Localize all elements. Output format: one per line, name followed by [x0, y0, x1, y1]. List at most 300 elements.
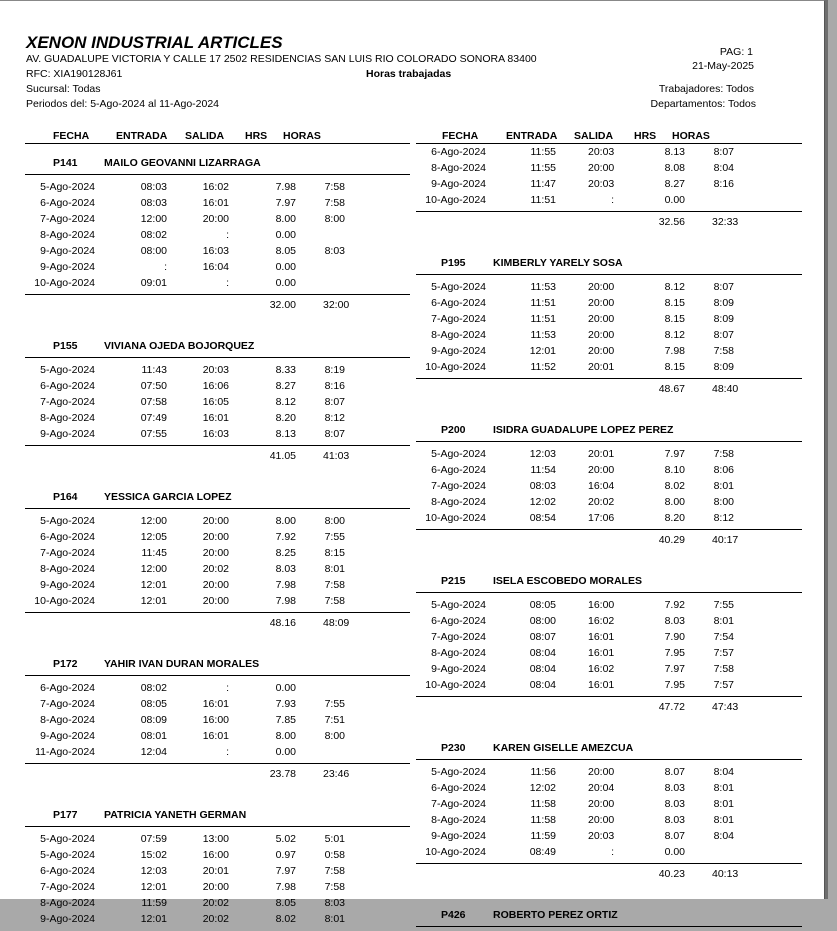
cell-fecha: 6-Ago-2024	[40, 197, 95, 209]
table-row	[416, 311, 802, 327]
cell-salida: 20:03	[202, 364, 229, 376]
cell-hrs: 7.98	[275, 595, 296, 607]
employee-name: KIMBERLY YARELY SOSA	[493, 257, 623, 269]
total-horas: 48:09	[323, 617, 350, 629]
cell-salida: 20:00	[202, 579, 229, 591]
table-row	[25, 593, 410, 609]
table-row	[416, 828, 802, 844]
cell-salida: 20:00	[202, 515, 229, 527]
cell-hrs: 8.07	[664, 766, 685, 778]
cell-horas: 8:07	[713, 329, 734, 341]
cell-hrs: 8.08	[664, 162, 685, 174]
cell-horas: 8:00	[324, 213, 345, 225]
cell-salida: 20:04	[588, 782, 615, 794]
cell-fecha: 7-Ago-2024	[40, 396, 95, 408]
col-hrs: HRS	[245, 130, 268, 142]
cell-entrada: 15:02	[140, 849, 167, 861]
cell-salida: 16:03	[202, 245, 229, 257]
section-gap	[416, 882, 802, 902]
cell-horas: 8:03	[324, 245, 345, 257]
cell-fecha: 8-Ago-2024	[40, 229, 95, 241]
employee-totals	[416, 863, 802, 882]
cell-entrada: 08:04	[529, 647, 556, 659]
table-row	[25, 879, 410, 895]
cell-horas: 8:01	[713, 615, 734, 627]
section-gap	[25, 631, 410, 651]
cell-salida: 16:03	[202, 428, 229, 440]
cell-fecha: 5-Ago-2024	[40, 364, 95, 376]
cell-salida: 20:00	[588, 814, 615, 826]
table-row	[416, 780, 802, 796]
employee-header	[416, 902, 802, 926]
table-row	[416, 327, 802, 343]
cell-horas: 8:00	[324, 515, 345, 527]
cell-horas: 8:09	[713, 297, 734, 309]
cell-fecha: 7-Ago-2024	[40, 213, 95, 225]
cell-entrada: 07:58	[140, 396, 167, 408]
cell-entrada: 08:03	[140, 181, 167, 193]
cell-entrada: 09:01	[140, 277, 167, 289]
cell-salida: 16:00	[202, 714, 229, 726]
cell-hrs: 0.00	[275, 277, 296, 289]
cell-hrs: 8.07	[664, 830, 685, 842]
report-header	[26, 33, 756, 113]
employee-name: MAILO GEOVANNI LIZARRAGA	[104, 157, 261, 169]
cell-hrs: 8.13	[664, 146, 685, 158]
cell-hrs: 0.00	[664, 846, 685, 858]
cell-salida: 16:02	[588, 615, 615, 627]
cell-hrs: 8.10	[664, 464, 685, 476]
table-row	[25, 378, 410, 394]
cell-fecha: 5-Ago-2024	[431, 281, 486, 293]
cell-hrs: 8.33	[275, 364, 296, 376]
section-gap	[416, 715, 802, 735]
cell-horas: 7:58	[324, 197, 345, 209]
table-row	[25, 179, 410, 195]
cell-fecha: 6-Ago-2024	[40, 865, 95, 877]
cell-entrada: 11:47	[530, 178, 556, 190]
cell-horas: 7:54	[713, 631, 734, 643]
cell-entrada: 11:59	[141, 897, 167, 909]
cell-hrs: 8.03	[664, 798, 685, 810]
employee-totals	[416, 696, 802, 715]
company-rfc: RFC: XIA190128J61	[26, 68, 123, 80]
cell-fecha: 6-Ago-2024	[431, 146, 486, 158]
cell-fecha: 8-Ago-2024	[431, 647, 486, 659]
cell-hrs: 7.98	[275, 881, 296, 893]
employee-rule	[416, 274, 802, 275]
cell-salida: 16:01	[202, 698, 229, 710]
cell-salida: :	[611, 846, 614, 858]
employee-rule	[416, 441, 802, 442]
employee-rule	[416, 592, 802, 593]
cell-entrada: 12:04	[140, 746, 167, 758]
sucursal-filter: Sucursal: Todas	[26, 83, 101, 95]
total-horas: 47:43	[712, 701, 739, 713]
cell-entrada: 08:00	[140, 245, 167, 257]
cell-fecha: 8-Ago-2024	[431, 329, 486, 341]
cell-hrs: 7.95	[664, 679, 685, 691]
employee-name: VIVIANA OJEDA BOJORQUEZ	[104, 340, 255, 352]
employee-id: P141	[53, 157, 78, 169]
col-entrada: ENTRADA	[506, 130, 558, 142]
cell-entrada: 08:00	[529, 615, 556, 627]
cell-salida: 16:05	[202, 396, 229, 408]
cell-horas: 8:15	[324, 547, 345, 559]
employee-header	[416, 568, 802, 592]
employee-rule	[416, 759, 802, 760]
total-horas: 32:33	[712, 216, 739, 228]
cell-horas: 7:55	[713, 599, 734, 611]
cell-salida: 16:06	[202, 380, 229, 392]
cell-entrada: 08:03	[529, 480, 556, 492]
cell-fecha: 7-Ago-2024	[431, 480, 486, 492]
cell-hrs: 8.00	[664, 496, 685, 508]
cell-horas: 8:07	[324, 428, 345, 440]
cell-fecha: 9-Ago-2024	[40, 428, 95, 440]
cell-entrada: 11:43	[141, 364, 167, 376]
cell-entrada: 12:01	[529, 345, 556, 357]
employee-name: YESSICA GARCIA LOPEZ	[104, 491, 232, 503]
cell-entrada: 08:02	[140, 682, 167, 694]
total-hrs: 32.56	[658, 216, 685, 228]
cell-hrs: 8.02	[275, 913, 296, 925]
table-row	[416, 844, 802, 860]
cell-fecha: 6-Ago-2024	[431, 782, 486, 794]
employee-name: ISIDRA GUADALUPE LOPEZ PEREZ	[493, 424, 674, 436]
cell-horas: 8:16	[713, 178, 734, 190]
table-row	[416, 160, 802, 176]
cell-entrada: 11:58	[530, 798, 556, 810]
col-salida: SALIDA	[185, 130, 225, 142]
cell-fecha: 5-Ago-2024	[431, 448, 486, 460]
total-hrs: 47.72	[658, 701, 685, 713]
cell-salida: 20:00	[588, 329, 615, 341]
employee-header	[25, 802, 410, 826]
cell-fecha: 7-Ago-2024	[431, 313, 486, 325]
cell-entrada: 12:00	[140, 213, 167, 225]
cell-horas: 8:06	[713, 464, 734, 476]
table-row	[416, 812, 802, 828]
employee-id: P230	[441, 742, 466, 754]
cell-entrada: 11:51	[530, 297, 556, 309]
table-row	[416, 192, 802, 208]
table-row	[25, 696, 410, 712]
section-gap	[25, 464, 410, 484]
employee-rule	[25, 508, 410, 509]
table-row	[416, 645, 802, 661]
cell-hrs: 8.05	[275, 245, 296, 257]
cell-salida: 20:00	[202, 881, 229, 893]
total-hrs: 48.67	[658, 383, 685, 395]
cell-entrada: 12:00	[140, 515, 167, 527]
cell-fecha: 9-Ago-2024	[431, 178, 486, 190]
cell-fecha: 10-Ago-2024	[425, 679, 486, 691]
cell-fecha: 7-Ago-2024	[40, 547, 95, 559]
table-row	[25, 911, 410, 927]
cell-fecha: 10-Ago-2024	[34, 595, 95, 607]
cell-horas: 8:09	[713, 313, 734, 325]
cell-hrs: 7.90	[664, 631, 685, 643]
employee-rule	[25, 174, 410, 175]
cell-horas: 8:01	[713, 798, 734, 810]
table-row	[416, 597, 802, 613]
cell-entrada: 12:03	[529, 448, 556, 460]
print-date: 21-May-2025	[692, 60, 754, 72]
employee-rule	[25, 357, 410, 358]
table-row	[25, 561, 410, 577]
cell-entrada: 11:55	[530, 162, 556, 174]
cell-entrada: 12:00	[140, 563, 167, 575]
table-row	[416, 629, 802, 645]
cell-entrada: 11:56	[530, 766, 556, 778]
right-column	[416, 121, 802, 931]
cell-hrs: 8.15	[664, 313, 685, 325]
cell-fecha: 7-Ago-2024	[431, 631, 486, 643]
total-hrs: 48.16	[269, 617, 296, 629]
table-row	[416, 677, 802, 693]
table-row	[416, 279, 802, 295]
cell-salida: 16:02	[588, 663, 615, 675]
cell-hrs: 8.12	[664, 329, 685, 341]
cell-fecha: 6-Ago-2024	[431, 297, 486, 309]
cell-hrs: 8.00	[275, 213, 296, 225]
cell-hrs: 8.02	[664, 480, 685, 492]
cell-fecha: 8-Ago-2024	[40, 897, 95, 909]
cell-entrada: 08:04	[529, 679, 556, 691]
cell-entrada: 08:05	[140, 698, 167, 710]
cell-salida: 16:02	[202, 181, 229, 193]
employee-id: P155	[53, 340, 78, 352]
cell-fecha: 9-Ago-2024	[40, 261, 95, 273]
cell-horas: 5:01	[324, 833, 345, 845]
cell-salida: 20:02	[588, 496, 615, 508]
employee-id: P215	[441, 575, 466, 587]
cell-salida: 16:01	[588, 679, 615, 691]
cell-horas: 8:01	[324, 913, 345, 925]
cell-hrs: 7.98	[275, 579, 296, 591]
column-header	[416, 121, 802, 144]
cell-salida: 20:00	[202, 547, 229, 559]
cell-hrs: 0.00	[275, 746, 296, 758]
cell-fecha: 10-Ago-2024	[425, 361, 486, 373]
cell-horas: 7:58	[713, 448, 734, 460]
cell-fecha: 5-Ago-2024	[40, 849, 95, 861]
total-hrs: 41.05	[269, 450, 296, 462]
employee-name: KAREN GISELLE AMEZCUA	[493, 742, 634, 754]
cell-horas: 7:58	[324, 595, 345, 607]
cell-hrs: 7.97	[275, 197, 296, 209]
cell-horas: 8:00	[713, 496, 734, 508]
employee-id: P177	[53, 809, 78, 821]
cell-entrada: 11:59	[530, 830, 556, 842]
cell-fecha: 9-Ago-2024	[40, 913, 95, 925]
cell-fecha: 7-Ago-2024	[40, 881, 95, 893]
cell-horas: 8:09	[713, 361, 734, 373]
cell-horas: 8:04	[713, 766, 734, 778]
table-row	[25, 863, 410, 879]
employee-name: ISELA ESCOBEDO MORALES	[493, 575, 642, 587]
cell-horas: 8:07	[324, 396, 345, 408]
cell-entrada: 11:52	[530, 361, 556, 373]
cell-entrada: 12:05	[140, 531, 167, 543]
table-row	[416, 144, 802, 160]
employee-header	[25, 651, 410, 675]
cell-salida: 17:06	[588, 512, 615, 524]
employee-rule	[25, 826, 410, 827]
cell-salida: 20:00	[202, 595, 229, 607]
cell-salida: :	[226, 746, 229, 758]
total-horas: 41:03	[323, 450, 350, 462]
table-row	[25, 577, 410, 593]
cell-entrada: 12:01	[140, 595, 167, 607]
cell-entrada: 12:01	[140, 881, 167, 893]
cell-entrada: 07:59	[140, 833, 167, 845]
employee-rule	[25, 675, 410, 676]
cell-salida: 16:01	[202, 197, 229, 209]
cell-hrs: 7.98	[275, 181, 296, 193]
cell-hrs: 8.15	[664, 297, 685, 309]
cell-salida: :	[226, 277, 229, 289]
cell-hrs: 8.03	[664, 814, 685, 826]
cell-entrada: 08:02	[140, 229, 167, 241]
cell-hrs: 7.92	[275, 531, 296, 543]
cell-horas: 8:01	[713, 814, 734, 826]
cell-fecha: 6-Ago-2024	[40, 531, 95, 543]
cell-salida: 20:01	[202, 865, 229, 877]
cell-hrs: 8.03	[275, 563, 296, 575]
cell-entrada: 07:50	[140, 380, 167, 392]
cell-fecha: 5-Ago-2024	[40, 515, 95, 527]
cell-entrada: 11:55	[530, 146, 556, 158]
employee-rule	[416, 926, 802, 927]
cell-entrada: 12:01	[140, 913, 167, 925]
cell-horas: 8:04	[713, 162, 734, 174]
table-row	[416, 295, 802, 311]
cell-salida: 16:01	[588, 647, 615, 659]
table-row	[25, 410, 410, 426]
table-row	[25, 259, 410, 275]
cell-horas: 8:00	[324, 730, 345, 742]
table-row	[416, 359, 802, 375]
table-row	[416, 446, 802, 462]
table-row	[25, 362, 410, 378]
cell-fecha: 8-Ago-2024	[40, 563, 95, 575]
cell-horas: 7:55	[324, 531, 345, 543]
total-horas: 32:00	[323, 299, 350, 311]
employee-totals	[25, 294, 410, 313]
cell-horas: 7:51	[324, 714, 345, 726]
cell-salida: 20:01	[588, 361, 615, 373]
cell-salida: 20:00	[588, 162, 615, 174]
col-fecha: FECHA	[442, 130, 479, 142]
employee-header	[416, 735, 802, 759]
cell-fecha: 9-Ago-2024	[431, 830, 486, 842]
cell-fecha: 5-Ago-2024	[431, 766, 486, 778]
cell-hrs: 7.97	[664, 448, 685, 460]
cell-entrada: :	[164, 261, 167, 273]
cell-fecha: 9-Ago-2024	[40, 245, 95, 257]
table-row	[25, 831, 410, 847]
workers-filter: Trabajadores: Todos	[658, 83, 754, 95]
cell-horas: 8:12	[324, 412, 345, 424]
cell-entrada: 08:54	[529, 512, 556, 524]
cell-salida: 20:00	[588, 766, 615, 778]
cell-hrs: 8.12	[275, 396, 296, 408]
cell-hrs: 7.95	[664, 647, 685, 659]
cell-salida: 20:03	[588, 146, 615, 158]
employee-id: P200	[441, 424, 466, 436]
cell-horas: 8:01	[713, 480, 734, 492]
cell-entrada: 08:49	[529, 846, 556, 858]
employee-id: P426	[441, 909, 466, 921]
left-column	[25, 121, 410, 927]
total-hrs: 40.29	[658, 534, 685, 546]
cell-entrada: 07:55	[140, 428, 167, 440]
table-row	[25, 394, 410, 410]
cell-horas: 8:01	[713, 782, 734, 794]
cell-entrada: 11:45	[141, 547, 167, 559]
cell-fecha: 9-Ago-2024	[431, 345, 486, 357]
employee-id: P195	[441, 257, 466, 269]
cell-entrada: 11:58	[530, 814, 556, 826]
cell-hrs: 0.00	[275, 229, 296, 241]
section-gap	[416, 548, 802, 568]
cell-horas: 7:57	[713, 679, 734, 691]
cell-hrs: 8.15	[664, 361, 685, 373]
table-row	[25, 529, 410, 545]
cell-entrada: 11:51	[530, 194, 556, 206]
cell-salida: 20:02	[202, 913, 229, 925]
employee-totals	[25, 763, 410, 782]
employee-totals	[25, 445, 410, 464]
section-gap	[25, 313, 410, 333]
cell-entrada: 08:04	[529, 663, 556, 675]
cell-salida: :	[226, 229, 229, 241]
cell-entrada: 12:03	[140, 865, 167, 877]
cell-fecha: 6-Ago-2024	[40, 682, 95, 694]
cell-hrs: 0.00	[664, 194, 685, 206]
cell-horas: 7:58	[324, 579, 345, 591]
total-hrs: 23.78	[269, 768, 296, 780]
cell-salida: 16:00	[588, 599, 615, 611]
cell-fecha: 8-Ago-2024	[40, 412, 95, 424]
section-gap	[416, 397, 802, 417]
cell-salida: 20:01	[588, 448, 615, 460]
cell-salida: 20:00	[202, 213, 229, 225]
table-row	[25, 728, 410, 744]
cell-fecha: 10-Ago-2024	[425, 194, 486, 206]
company-name: XENON INDUSTRIAL ARTICLES	[26, 33, 283, 52]
cell-fecha: 5-Ago-2024	[431, 599, 486, 611]
employee-totals	[25, 612, 410, 631]
cell-fecha: 8-Ago-2024	[431, 496, 486, 508]
cell-entrada: 11:54	[530, 464, 556, 476]
cell-horas: 8:16	[324, 380, 345, 392]
total-horas: 40:13	[712, 868, 739, 880]
departments-filter: Departamentos: Todos	[650, 98, 756, 110]
cell-fecha: 6-Ago-2024	[431, 464, 486, 476]
cell-entrada: 12:02	[529, 496, 556, 508]
employee-header	[25, 484, 410, 508]
cell-hrs: 8.27	[664, 178, 685, 190]
cell-entrada: 11:53	[530, 329, 556, 341]
cell-hrs: 7.93	[275, 698, 296, 710]
table-row	[416, 478, 802, 494]
company-address: AV. GUADALUPE VICTORIA Y CALLE 17 2502 RESIDENCIAS SAN LUIS RIO COLORADO SONORA 83400	[26, 53, 537, 65]
cell-salida: 20:00	[588, 297, 615, 309]
cell-fecha: 6-Ago-2024	[40, 380, 95, 392]
